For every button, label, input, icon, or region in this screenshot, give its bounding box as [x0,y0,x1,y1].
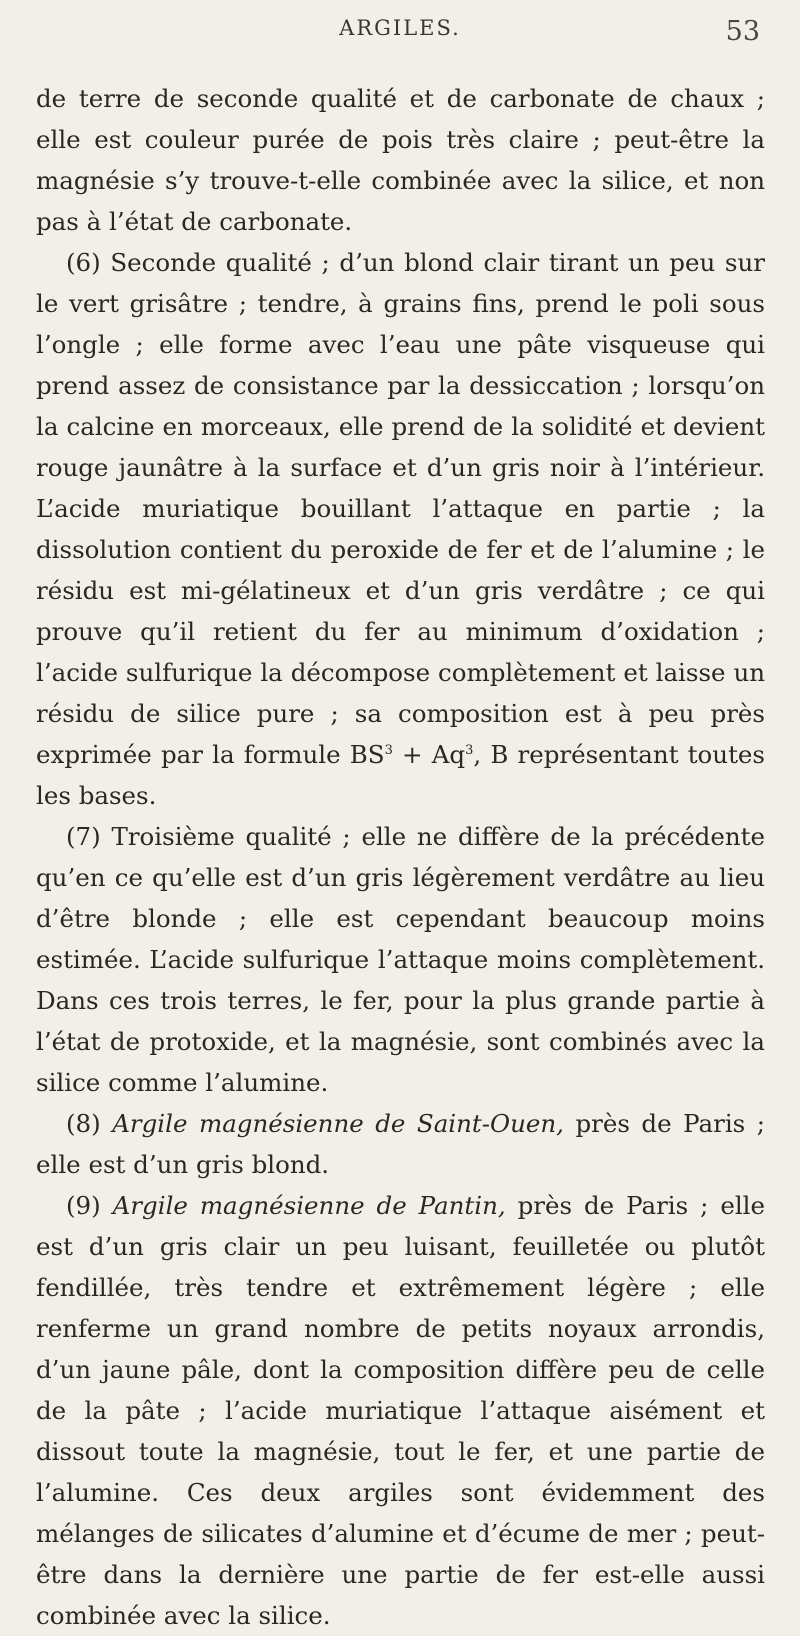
text-run: (9) [66,1191,113,1220]
text-run: + Aq [392,740,466,769]
body-text [36,78,765,1636]
text-run: près de Paris ; elle est d’un gris blond. [36,1109,765,1179]
italic-title: Argile magnésienne de Pantin, [112,1191,506,1220]
text-run: (8) [66,1109,113,1138]
paragraph-p-continuation [36,78,765,242]
page-number: 53 [725,16,760,47]
text-run: (6) Seconde qualité ; d’un blond clair tirant un peu sur le vert grisâtre ; tendre, à grains fins, prend le poli sous l’ongle ; elle forme avec l’eau une pâte visqueuse qui prend assez de consistance par la dessiccation ; lorsqu’on la calcine en morceaux, elle prend de la solidité et devient rouge jaunâtre à la surface et d’un gris noir à l’intérieur. L’acide muriatique bouillant l’attaque en partie ; la dissolution contient du peroxide de fer et de l’alumine ; le résidu est mi-gélatineux et d’un gris verdâtre ; ce qui prouve qu’il retient du fer au minimum d’oxidation ; l’acide sulfurique la décompose complètement et laisse un résidu de silice pure ; sa composition est à peu près exprimée par la formule BS [36,248,765,769]
superscript: 3 [384,743,393,758]
text-run: près de Paris ; elle est d’un gris clair un peu luisant, feuilletée ou plutôt fendillée, très tendre et extrêmement légère ; elle renferme un grand nombre de petits noyaux arrondis, d’un jaune pâle, dont la composition diffère peu de celle de la pâte ; l’acide muriatique l’attaque aisément et dissout toute la magnésie, tout le fer, et une partie de l’alumine. Ces deux argiles sont évidemment des mélanges de silicates d’alumine et d’écume de mer ; peut-être dans la dernière une partie de fer est-elle aussi combinée avec la silice. [36,1191,765,1630]
text-run: (7) Troisième qualité ; elle ne diffère de la précédente qu’en ce qu’elle est d’un gris légèrement verdâtre au lieu d’être blonde ; elle est cependant beaucoup moins estimée. L’acide sulfurique l’attaque moins complètement. Dans ces trois terres, le fer, pour la plus grande partie à l’état de protoxide, et la magnésie, sont combinés avec la silice comme l’alumine. [36,822,765,1097]
page-header [0,16,800,52]
paragraph-p-7 [36,816,765,1103]
paragraph-p-6 [36,242,765,816]
text-run: de terre de seconde qualité et de carbonate de chaux ; elle est couleur purée de pois très claire ; peut-être la magnésie s’y trouve-t-elle combinée avec la silice, et non pas à l’état de carbonate. [36,84,765,236]
paragraph-p-9 [36,1185,765,1636]
paragraph-p-8 [36,1103,765,1185]
superscript: 3 [465,743,474,758]
italic-title: Argile magnésienne de Saint-Ouen, [112,1109,564,1138]
text-run: , B représentant toutes les bases. [36,740,765,810]
running-title: ARGILES. [339,16,461,40]
